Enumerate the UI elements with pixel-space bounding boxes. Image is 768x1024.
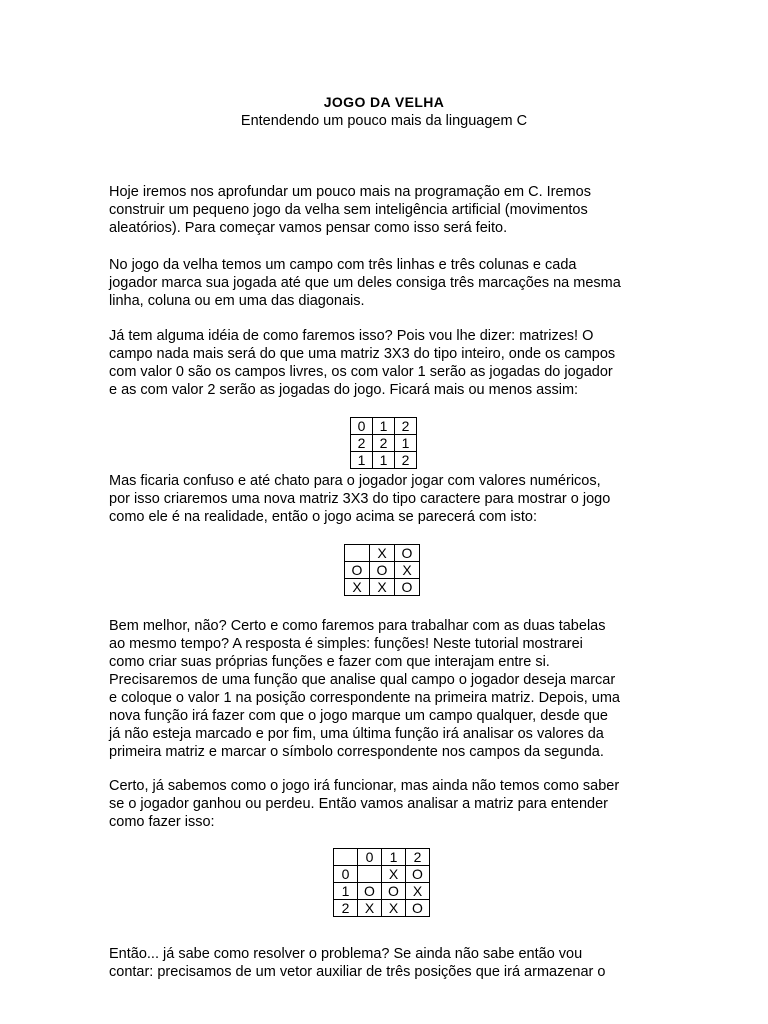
text-line: primeira matriz e marcar o símbolo correspondente nos campos da segunda.: [109, 744, 604, 760]
table-cell: 0: [334, 866, 358, 883]
table-row: [334, 866, 430, 883]
table-cell: O: [382, 883, 406, 900]
table-cell: 2: [373, 435, 395, 452]
text-line: nova função irá fazer com que o jogo marque um campo qualquer, desde que: [109, 708, 608, 724]
table-cell: X: [382, 900, 406, 917]
text-line: linha, coluna ou em uma das diagonais.: [109, 293, 365, 309]
paragraph-intro: [109, 183, 669, 237]
table-cell: 0: [351, 418, 373, 435]
table-cell: O: [358, 883, 382, 900]
text-line: e as com valor 2 serão as jogadas do jogo. Ficará mais ou menos assim:: [109, 382, 579, 398]
text-line: Mas ficaria confuso e até chato para o jogador jogar com valores numéricos,: [109, 473, 601, 489]
text-line: No jogo da velha temos um campo com três linhas e três colunas e cada: [109, 257, 577, 273]
table-row: [345, 579, 420, 596]
text-line: e coloque o valor 1 na posição correspondente na primeira matriz. Depois, uma: [109, 690, 620, 706]
table-cell: X: [370, 579, 395, 596]
table-cell: O: [395, 545, 420, 562]
table-cell: X: [382, 866, 406, 883]
table-cell: [358, 866, 382, 883]
document-subtitle: Entendendo um pouco mais da linguagem C: [240, 113, 528, 129]
table-cell: [345, 545, 370, 562]
table-cell: 2: [395, 418, 417, 435]
text-line: jogador marca sua jogada até que um deles consiga três marcações na mesma: [109, 275, 621, 291]
text-line: como ele é na realidade, então o jogo acima se parecerá com isto:: [109, 509, 537, 525]
table-cell: 1: [395, 435, 417, 452]
text-line: construir um pequeno jogo da velha sem inteligência artificial (movimentos: [109, 202, 588, 218]
text-line: contar: precisamos de um vetor auxiliar de três posições que irá armazenar o: [109, 964, 606, 980]
table-cell: O: [406, 900, 430, 917]
text-line: Certo, já sabemos como o jogo irá funcionar, mas ainda não temos como saber: [109, 778, 620, 794]
table-cell: 1: [334, 883, 358, 900]
text-line: já não esteja marcado e por fim, uma última função irá analisar os valores da: [109, 726, 604, 742]
table-cell: 0: [358, 849, 382, 866]
table-cell: O: [395, 579, 420, 596]
text-line: aleatórios). Para começar vamos pensar como isso será feito.: [109, 220, 508, 236]
table-row: [334, 883, 430, 900]
numeric-matrix-table: [350, 417, 417, 469]
table-row: [351, 418, 417, 435]
table-cell: X: [345, 579, 370, 596]
text-line: com valor 0 são os campos livres, os com valor 1 serão as jogadas do jogador: [109, 364, 613, 380]
table-row: [345, 545, 420, 562]
document-title: JOGO DA VELHA: [323, 94, 445, 110]
text-line: Então... já sabe como resolver o problema? Se ainda não sabe então vou: [109, 946, 583, 962]
text-line: por isso criaremos uma nova matriz 3X3 do tipo caractere para mostrar o jogo: [109, 491, 611, 507]
table-cell: 1: [373, 418, 395, 435]
text-line: Bem melhor, não? Certo e como faremos para trabalhar com as duas tabelas: [109, 618, 606, 634]
table-cell: X: [358, 900, 382, 917]
table-cell: O: [406, 866, 430, 883]
text-line: Precisaremos de uma função que analise qual campo o jogador deseja marcar: [109, 672, 616, 688]
table-cell: 1: [382, 849, 406, 866]
text-line: ao mesmo tempo? A resposta é simples: funções! Neste tutorial mostrarei: [109, 636, 583, 652]
table-cell: O: [345, 562, 370, 579]
table-cell: O: [370, 562, 395, 579]
table-row: [334, 900, 430, 917]
text-line: como criar suas próprias funções e fazer com que interajam entre si.: [109, 654, 550, 670]
table-row: [334, 849, 430, 866]
paragraph-symbols: [109, 472, 669, 526]
text-line: como fazer isso:: [109, 814, 215, 830]
text-line: se o jogador ganhou ou perdeu. Então vamos analisar a matriz para entender: [109, 796, 608, 812]
symbol-board-table: [344, 544, 420, 596]
table-cell: X: [370, 545, 395, 562]
paragraph-functions: [109, 617, 669, 761]
paragraph-analysis: [109, 777, 669, 831]
table-cell: 2: [395, 452, 417, 469]
table-cell: X: [406, 883, 430, 900]
table-cell: 1: [351, 452, 373, 469]
table-row: [345, 562, 420, 579]
table-cell: 2: [334, 900, 358, 917]
table-row: [351, 452, 417, 469]
text-line: Já tem alguma idéia de como faremos isso? Pois vou lhe dizer: matrizes! O: [109, 328, 594, 344]
table-cell: [334, 849, 358, 866]
paragraph-matrices: [109, 327, 669, 399]
table-cell: 2: [406, 849, 430, 866]
indexed-board-table: [333, 848, 430, 917]
text-line: campo nada mais será do que uma matriz 3X3 do tipo inteiro, onde os campos: [109, 346, 616, 362]
paragraph-rules: [109, 256, 669, 310]
paragraph-solution: [109, 945, 669, 981]
table-cell: X: [395, 562, 420, 579]
table-cell: 1: [373, 452, 395, 469]
table-row: [351, 435, 417, 452]
table-cell: 2: [351, 435, 373, 452]
text-line: Hoje iremos nos aprofundar um pouco mais na programação em C. Iremos: [109, 184, 591, 200]
